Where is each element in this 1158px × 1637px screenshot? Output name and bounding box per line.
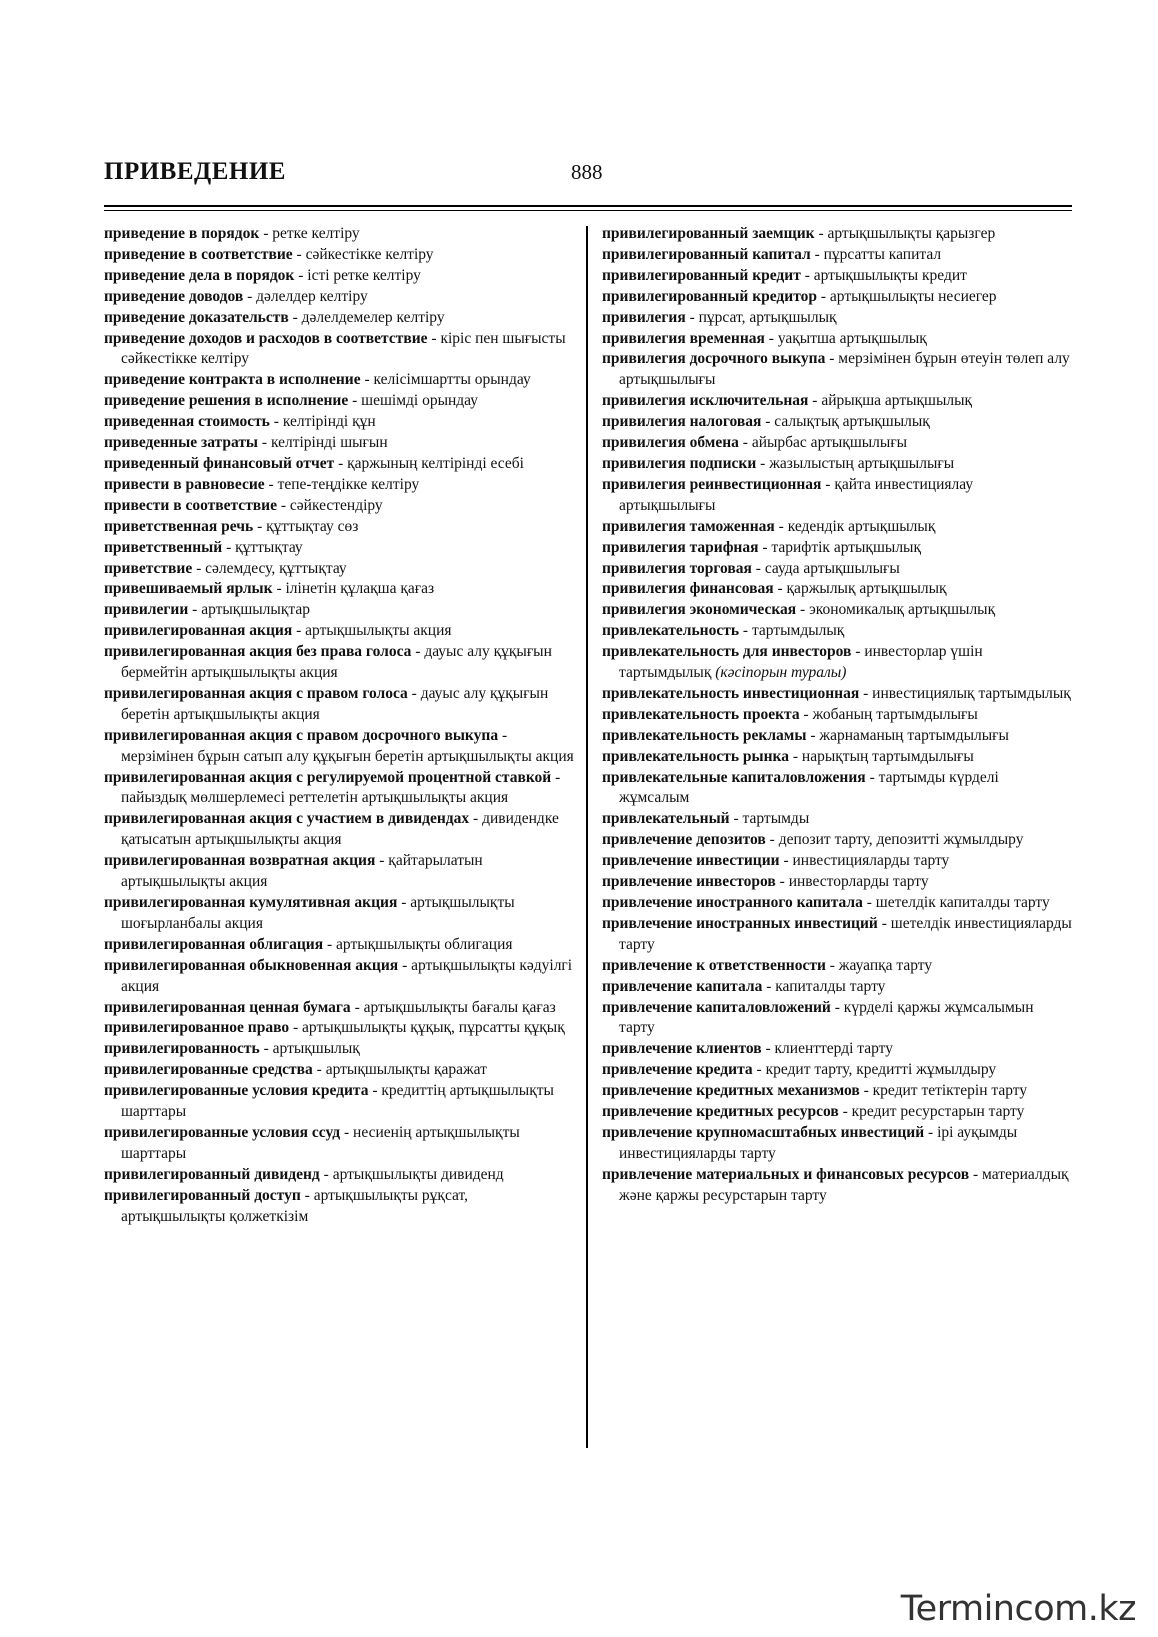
dictionary-entry: привилегированная обыкновенная акция - артықшылықты кәдуілгі акция: [104, 956, 573, 995]
entry-definition: пұрсатты капитал: [823, 245, 942, 263]
entry-term: приведение доходов и расходов в соответствие: [104, 329, 428, 347]
dictionary-entry: привилегия исключительная - айрықша артықшылық: [602, 392, 973, 410]
entry-definition: күрделі қаржы жұмсалымын тарту: [619, 998, 1034, 1037]
dictionary-entry: привилегированный кредит - артықшылықты кредит: [602, 266, 967, 284]
entry-term: привилегия экономическая: [602, 601, 797, 619]
entry-term: привлекательность рекламы: [602, 726, 807, 744]
entry-term: привилегия торговая: [602, 559, 752, 577]
entry-term: привести в равновесие: [104, 475, 265, 493]
entry-term: приведение доказательств: [104, 308, 289, 326]
entry-term: привилегированный кредитор: [602, 287, 817, 305]
dictionary-entry: привлечение клиентов - клиенттерді тарту: [602, 1040, 893, 1058]
dictionary-entry: привилегия торговая - сауда артықшылығы: [602, 559, 900, 577]
dictionary-entry: привлечение к ответственности - жауапқа тарту: [602, 956, 933, 974]
dictionary-entry: привлечение инвестиции - инвестицияларды тарту: [602, 852, 950, 870]
entry-definition: артықшылықты қарызгер: [827, 225, 996, 242]
entry-term: приведение в порядок: [104, 225, 260, 242]
entry-definition: артықшылықты қаражат: [325, 1061, 487, 1079]
entry-definition: қаржылық артықшылық: [786, 580, 947, 598]
entry-definition: тартымды: [742, 810, 810, 828]
entry-term: привилегированная ценная бумага: [104, 998, 351, 1016]
entry-term: приветственная речь: [104, 517, 254, 535]
entry-definition: артықшылықты кәдуілгі акция: [121, 956, 573, 995]
entry-definition: кредиттің артықшылықты шарттары: [121, 1082, 554, 1121]
entry-definition: жазылыстың артықшылығы: [769, 454, 955, 472]
entry-term: привлекательные капиталовложения: [602, 768, 866, 786]
entry-term: приведенный финансовый отчет: [104, 454, 335, 472]
entry-term: привлекательность инвестиционная: [602, 684, 860, 702]
entry-definition: уақытша артықшылық: [777, 329, 927, 347]
entry-definition: тартымды күрделі жұмсалым: [619, 768, 999, 807]
entry-term: привлечение клиентов: [602, 1040, 762, 1058]
dictionary-entry: приветственный - құттықтау: [104, 538, 303, 556]
entry-definition: дауыс алу құқығын беретін артықшылықты акция: [121, 684, 549, 723]
dictionary-entry: привилегия финансовая - қаржылық артықшылық: [602, 580, 947, 598]
entry-definition: ірі ауқымды инвестицияларды тарту: [619, 1123, 1018, 1162]
entry-term: привлечение капиталовложений: [602, 998, 831, 1016]
entry-term: привилегия реинвестиционная: [602, 475, 822, 493]
entry-definition: инвестицияларды тарту: [792, 852, 950, 870]
dictionary-entry: приведенные затраты - келтірінді шығын: [104, 434, 388, 452]
entry-term: привлекательный: [602, 810, 730, 828]
entry-term: привилегированное право: [104, 1019, 290, 1037]
entry-definition: инвесторлар үшін тартымдылық: [619, 643, 983, 682]
entry-term: привилегированная акция с участием в дивидендах: [104, 810, 470, 828]
entry-definition: инвесторларды тарту: [788, 873, 929, 891]
entry-definition: капиталды тарту: [775, 977, 886, 995]
entry-definition: артықшылықты облигация: [336, 935, 513, 953]
entry-term: приведение контракта в исполнение: [104, 371, 361, 389]
dictionary-entry: привилегированный кредитор - артықшылықты несиегер: [602, 287, 997, 305]
dictionary-entry: приведенный финансовый отчет - қаржының келтірінді есебі: [104, 454, 524, 472]
entry-definition: пұрсат, артықшылық: [698, 308, 837, 326]
entry-term: привлекательность проекта: [602, 705, 800, 723]
dictionary-entry: привлечение капиталовложений - күрделі қаржы жұмсалымын тарту: [602, 998, 1034, 1037]
dictionary-entry: привлечение иностранных инвестиций - шетелдік инвестицияларды тарту: [602, 914, 1072, 953]
dictionary-entry: привлекательность проекта - жобаның тартымдылығы: [602, 705, 978, 723]
entry-term: привилегия налоговая: [602, 413, 762, 431]
entry-definition: тартымдылық: [751, 622, 845, 640]
dictionary-entry: привилегированная акция с правом голоса - дауыс алу құқығын беретін артықшылықты акция: [104, 684, 549, 723]
entry-term: привлекательность: [602, 622, 740, 640]
entry-definition: артықшылықтар: [201, 601, 310, 619]
entry-term: привилегированные условия кредита: [104, 1082, 369, 1100]
entry-term: привлечение кредитных ресурсов: [602, 1103, 839, 1121]
entry-definition: сәйкестендіру: [289, 496, 383, 514]
dictionary-entry: привилегированная облигация - артықшылықты облигация: [104, 935, 513, 953]
entry-term: привилегированный дивиденд: [104, 1165, 320, 1183]
entry-definition: артықшылықты кредит: [813, 266, 967, 284]
entry-definition: артықшылықты дивиденд: [332, 1165, 504, 1183]
dictionary-entry: привести в соответствие - сәйкестендіру: [104, 496, 383, 514]
entry-definition: салықтық артықшылық: [774, 413, 930, 431]
entry-definition: кедендік артықшылық: [787, 517, 936, 535]
entry-definition: экономикалық артықшылық: [809, 601, 996, 619]
entry-term: привилегированная обыкновенная акция: [104, 956, 399, 974]
dictionary-entry: приведение в порядок - ретке келтіру: [104, 225, 360, 242]
dictionary-entry: привилегия реинвестиционная - қайта инвестициялау артықшылығы: [602, 475, 974, 514]
dictionary-entry: привилегированный дивиденд - артықшылықты дивиденд: [104, 1165, 504, 1183]
dictionary-entry: привлекательность рынка - нарықтың тартымдылығы: [602, 747, 974, 765]
entry-term: привилегированная акция без права голоса: [104, 643, 412, 661]
entry-definition: шетелдік инвестицияларды тарту: [619, 914, 1072, 953]
entry-term: привилегии: [104, 601, 189, 619]
entry-term: привилегированная акция с регулируемой процентной ставкой: [104, 768, 552, 786]
dictionary-entry: приведение решения в исполнение - шешімді орындау: [104, 392, 479, 410]
entry-definition: қайтарылатын артықшылықты акция: [121, 852, 483, 891]
entry-definition: нарықтың тартымдылығы: [801, 747, 974, 765]
entry-definition: шетелдік капиталды тарту: [875, 894, 1050, 911]
entry-term: привилегированные средства: [104, 1061, 313, 1079]
dictionary-entry: привлекательность для инвесторов - инвесторлар үшін тартымдылық (кәсіпорын туралы): [602, 643, 983, 682]
entry-term: привешиваемый ярлык: [104, 580, 273, 598]
entry-definition: шешімді орындау: [361, 392, 479, 410]
dictionary-entry: привлечение инвесторов - инвесторларды тарту: [602, 873, 929, 891]
entry-term: приведенные затраты: [104, 434, 259, 452]
entry-definition: артықшылықты құқық, пұрсатты құқық: [302, 1019, 565, 1037]
dictionary-entry: привлечение кредита - кредит тарту, кредитті жұмылдыру: [602, 1061, 997, 1079]
dictionary-entry: приведение дела в порядок - істі ретке келтіру: [104, 266, 421, 284]
dictionary-entry: привлечение капитала - капиталды тарту: [602, 977, 886, 995]
dictionary-entry: привешиваемый ярлык - ілінетін құлақша қағаз: [104, 580, 435, 598]
entry-term: приведение дела в порядок: [104, 266, 295, 284]
entry-definition: депозит тарту, депозитті жұмылдыру: [778, 831, 1024, 849]
dictionary-entry: приведение в соответствие - сәйкестікке келтіру: [104, 245, 434, 263]
entry-definition: артықшылық: [272, 1040, 360, 1058]
dictionary-entry: привилегированная акция с правом досрочного выкупа - мерзімінен бұрын сатып алу құқығын беретін артықшылықты акция: [104, 726, 574, 765]
dictionary-entry: привилегированная акция с регулируемой процентной ставкой - пайыздық мөлшерлемесі реттелетін артықшылықты акция: [104, 768, 561, 807]
entry-term: привлечение иностранных инвестиций: [602, 914, 878, 932]
dictionary-entry: привилегия обмена - айырбас артықшылығы: [602, 434, 908, 452]
entry-term: привлечение инвестиции: [602, 852, 780, 870]
entry-term: привилегированная акция с правом досрочного выкупа: [104, 726, 499, 744]
entry-definition: істі ретке келтіру: [307, 266, 421, 284]
dictionary-entry: приветствие - сәлемдесу, құттықтау: [104, 559, 347, 577]
entry-term: привлекательность для инвесторов: [602, 643, 852, 661]
right-column: [602, 224, 1072, 1207]
entry-term: привлечение кредита: [602, 1061, 753, 1079]
entry-definition: мерзімінен бұрын өтеуін төлеп алу артықшылығы: [619, 350, 1070, 389]
entry-term: привилегированный кредит: [602, 266, 801, 284]
entry-term: привлечение депозитов: [602, 831, 766, 849]
entry-term: приведение решения в исполнение: [104, 392, 349, 410]
dictionary-entry: привилегированный заемщик - артықшылықты қарызгер: [602, 225, 996, 242]
entry-definition: келтірінді құн: [282, 413, 376, 431]
dictionary-entry: привлекательность рекламы - жарнаманың тартымдылығы: [602, 726, 1009, 744]
entry-term: привилегия подписки: [602, 454, 757, 472]
dictionary-entry: привлечение кредитных механизмов - кредит тетіктерін тарту: [602, 1082, 1028, 1100]
entry-term: привилегия временная: [602, 329, 765, 347]
entry-term: привилегированная кумулятивная акция: [104, 894, 398, 911]
entry-definition: инвестициялық тартымдылық: [872, 684, 1071, 702]
termincom-logo[interactable]: Termincom.kz: [900, 1589, 1136, 1629]
entry-term: привлечение кредитных механизмов: [602, 1082, 860, 1100]
dictionary-entry: приветственная речь - құттықтау сөз: [104, 517, 359, 535]
dictionary-entry: привилегия таможенная - кедендік артықшылық: [602, 517, 936, 535]
dictionary-entry: привилегия подписки - жазылыстың артықшылығы: [602, 454, 955, 472]
dictionary-entry: привлекательность инвестиционная - инвестициялық тартымдылық: [602, 684, 1071, 702]
entry-definition: тепе-теңдікке келтіру: [277, 475, 420, 493]
dictionary-entry: привилегированная акция - артықшылықты акция: [104, 622, 452, 640]
dictionary-entry: привилегированная кумулятивная акция - артықшылықты шоғырланбалы акция: [104, 894, 515, 932]
dictionary-entry: привилегированная ценная бумага - артықшылықты бағалы қағаз: [104, 998, 556, 1016]
dictionary-entry: привилегия экономическая - экономикалық артықшылық: [602, 601, 996, 619]
dictionary-entry: привилегия - пұрсат, артықшылық: [602, 308, 837, 326]
entry-term: привилегированность: [104, 1040, 260, 1058]
dictionary-entry: привилегированный доступ - артықшылықты рұқсат, артықшылықты қолжеткізім: [104, 1186, 468, 1225]
entry-term: привилегия досрочного выкупа: [602, 350, 826, 368]
header-rule-thick: [104, 205, 1072, 207]
left-column: [104, 224, 574, 1228]
entry-definition: кредит ресурстарын тарту: [851, 1103, 1025, 1121]
entry-term: привлечение к ответственности: [602, 956, 826, 974]
entry-term: приветственный: [104, 538, 223, 556]
dictionary-entry: привилегия временная - уақытша артықшылық: [602, 329, 927, 347]
entry-term: привилегированные условия ссуд: [104, 1123, 341, 1141]
dictionary-entry: приведенная стоимость - келтірінді құн: [104, 413, 376, 431]
dictionary-entry: привилегированные средства - артықшылықты қаражат: [104, 1061, 487, 1079]
entry-definition: кредит тарту, кредитті жұмылдыру: [765, 1061, 997, 1079]
dictionary-entry: привилегия налоговая - салықтық артықшылық: [602, 413, 930, 431]
entry-definition: артықшылықты несиегер: [829, 287, 997, 305]
entry-definition: қаржының келтірінді есебі: [347, 454, 524, 472]
entry-term: привлечение инвесторов: [602, 873, 776, 891]
entry-term: привилегированная облигация: [104, 935, 324, 953]
dictionary-entry: приведение доказательств - дәлелдемелер келтіру: [104, 308, 445, 326]
entry-definition: артықшылықты шоғырланбалы акция: [121, 894, 515, 932]
dictionary-entry: привилегированные условия кредита - кредиттің артықшылықты шарттары: [104, 1082, 554, 1121]
dictionary-entry: привилегия досрочного выкупа - мерзімінен бұрын өтеуін төлеп алу артықшылығы: [602, 350, 1070, 389]
entry-term: привлечение капитала: [602, 977, 763, 995]
entry-definition: келтірінді шығын: [270, 434, 388, 452]
entry-definition: тарифтік артықшылық: [771, 538, 921, 556]
entry-term: привилегированный доступ: [104, 1186, 301, 1204]
entry-definition: сәйкестікке келтіру: [305, 245, 434, 263]
entry-term: привлечение крупномасштабных инвестиций: [602, 1123, 925, 1141]
entry-definition: дауыс алу құқығын бермейтін артықшылықты акция: [121, 643, 552, 682]
dictionary-entry: привилегированный капитал - пұрсатты капитал: [602, 245, 942, 263]
entry-term: привилегия таможенная: [602, 517, 775, 535]
entry-term: привилегированная акция: [104, 622, 293, 640]
entry-term: привилегированная возвратная акция: [104, 852, 376, 870]
dictionary-entry: привлекательные капиталовложения - тартымды күрделі жұмсалым: [602, 768, 999, 807]
dictionary-entry: привлечение крупномасштабных инвестиций - ірі ауқымды инвестицияларды тарту: [602, 1123, 1018, 1162]
entry-note: (кәсіпорын туралы): [715, 664, 847, 682]
entry-term: привилегированный капитал: [602, 245, 811, 263]
entry-definition: құттықтау сөз: [266, 517, 359, 535]
dictionary-entry: привлекательный - тартымды: [602, 810, 810, 828]
entry-definition: ретке келтіру: [272, 225, 360, 242]
entry-definition: ілінетін құлақша қағаз: [285, 580, 435, 598]
entry-term: привилегированный заемщик: [602, 225, 815, 242]
dictionary-entry: привилегированная акция без права голоса - дауыс алу құқығын бермейтін артықшылықты акция: [104, 643, 552, 682]
dictionary-entry: приведение доходов и расходов в соответствие - кіріс пен шығысты сәйкестікке келтіру: [104, 329, 566, 368]
entry-definition: қайта инвестициялау артықшылығы: [619, 475, 974, 514]
column-divider: [586, 226, 588, 1448]
dictionary-entry: привилегия тарифная - тарифтік артықшылық: [602, 538, 921, 556]
entry-term: приведение в соответствие: [104, 245, 293, 263]
dictionary-entry: привилегии - артықшылықтар: [104, 601, 310, 619]
entry-term: привести в соответствие: [104, 496, 277, 514]
entry-term: привилегия: [602, 308, 686, 326]
entry-definition: кредит тетіктерін тарту: [872, 1082, 1028, 1100]
dictionary-entry: приведение доводов - дәлелдер келтіру: [104, 287, 368, 305]
dictionary-entry: привлечение депозитов - депозит тарту, депозитті жұмылдыру: [602, 831, 1024, 849]
dictionary-entry: привилегированная возвратная акция - қайтарылатын артықшылықты акция: [104, 852, 483, 891]
dictionary-entry: привести в равновесие - тепе-теңдікке келтіру: [104, 475, 420, 493]
dictionary-entry: привлечение кредитных ресурсов - кредит ресурстарын тарту: [602, 1103, 1025, 1121]
entry-definition: құттықтау: [235, 538, 303, 556]
entry-definition: артықшылықты бағалы қағаз: [363, 998, 556, 1016]
dictionary-entry: привлечение материальных и финансовых ресурсов - материалдық және қаржы ресурстарын тарту: [602, 1165, 1069, 1204]
entry-definition: жауапқа тарту: [838, 956, 933, 974]
entry-definition: сәлемдесу, құттықтау: [205, 559, 347, 577]
head-word: ПРИВЕДЕНИЕ: [104, 158, 286, 185]
entry-term: привилегия финансовая: [602, 580, 774, 598]
dictionary-entry: привилегированное право - артықшылықты құқық, пұрсатты құқық: [104, 1019, 565, 1037]
dictionary-entry: приведение контракта в исполнение - келісімшартты орындау: [104, 371, 531, 389]
page-number: 888: [571, 160, 603, 184]
entry-term: привилегия исключительная: [602, 392, 809, 410]
entry-definition: айрықша артықшылық: [821, 392, 973, 410]
entry-definition: мерзімінен бұрын сатып алу құқығын беретін артықшылықты акция: [121, 747, 574, 765]
entry-definition: материалдық және қаржы ресурстарын тарту: [619, 1165, 1069, 1204]
dictionary-entry: привлечение иностранного капитала - шетелдік капиталды тарту: [602, 894, 1050, 911]
dictionary-entry: привилегированность - артықшылық: [104, 1040, 360, 1058]
entry-term: приведенная стоимость: [104, 413, 270, 431]
entry-definition: дәлелдер келтіру: [256, 287, 368, 305]
entry-term: привилегия тарифная: [602, 538, 759, 556]
entry-definition: дәлелдемелер келтіру: [301, 308, 445, 326]
entry-definition: артықшылықты рұқсат, артықшылықты қолжеткізім: [121, 1186, 468, 1225]
entry-term: привлекательность рынка: [602, 747, 789, 765]
entry-term: приведение доводов: [104, 287, 244, 305]
entry-definition: сауда артықшылығы: [764, 559, 900, 577]
entry-term: приветствие: [104, 559, 193, 577]
entry-definition: келісімшартты орындау: [373, 371, 531, 389]
entry-term: привлечение иностранного капитала: [602, 894, 863, 911]
entry-definition: айырбас артықшылығы: [751, 434, 908, 452]
dictionary-entry: привилегированная акция с участием в дивидендах - дивидендке қатысатын артықшылықты акция: [104, 810, 559, 849]
entry-definition: кіріс пен шығысты сәйкестікке келтіру: [121, 329, 566, 368]
header-rule-thin: [104, 210, 1072, 211]
entry-term: привилегированная акция с правом голоса: [104, 684, 408, 702]
entry-definition: жобаның тартымдылығы: [812, 705, 978, 723]
entry-definition: дивидендке қатысатын артықшылықты акция: [121, 810, 559, 849]
entry-definition: жарнаманың тартымдылығы: [819, 726, 1009, 744]
entry-definition: артықшылықты акция: [305, 622, 452, 640]
entry-definition: пайыздық мөлшерлемесі реттелетін артықшылықты акция: [121, 789, 509, 807]
dictionary-entry: привлекательность - тартымдылық: [602, 622, 845, 640]
entry-definition: клиенттерді тарту: [774, 1040, 893, 1058]
entry-term: привилегия обмена: [602, 434, 739, 452]
entry-term: привлечение материальных и финансовых ресурсов: [602, 1165, 970, 1183]
dictionary-entry: привилегированные условия ссуд - несиенің артықшылықты шарттары: [104, 1123, 520, 1162]
entry-definition: несиенің артықшылықты шарттары: [121, 1123, 520, 1162]
